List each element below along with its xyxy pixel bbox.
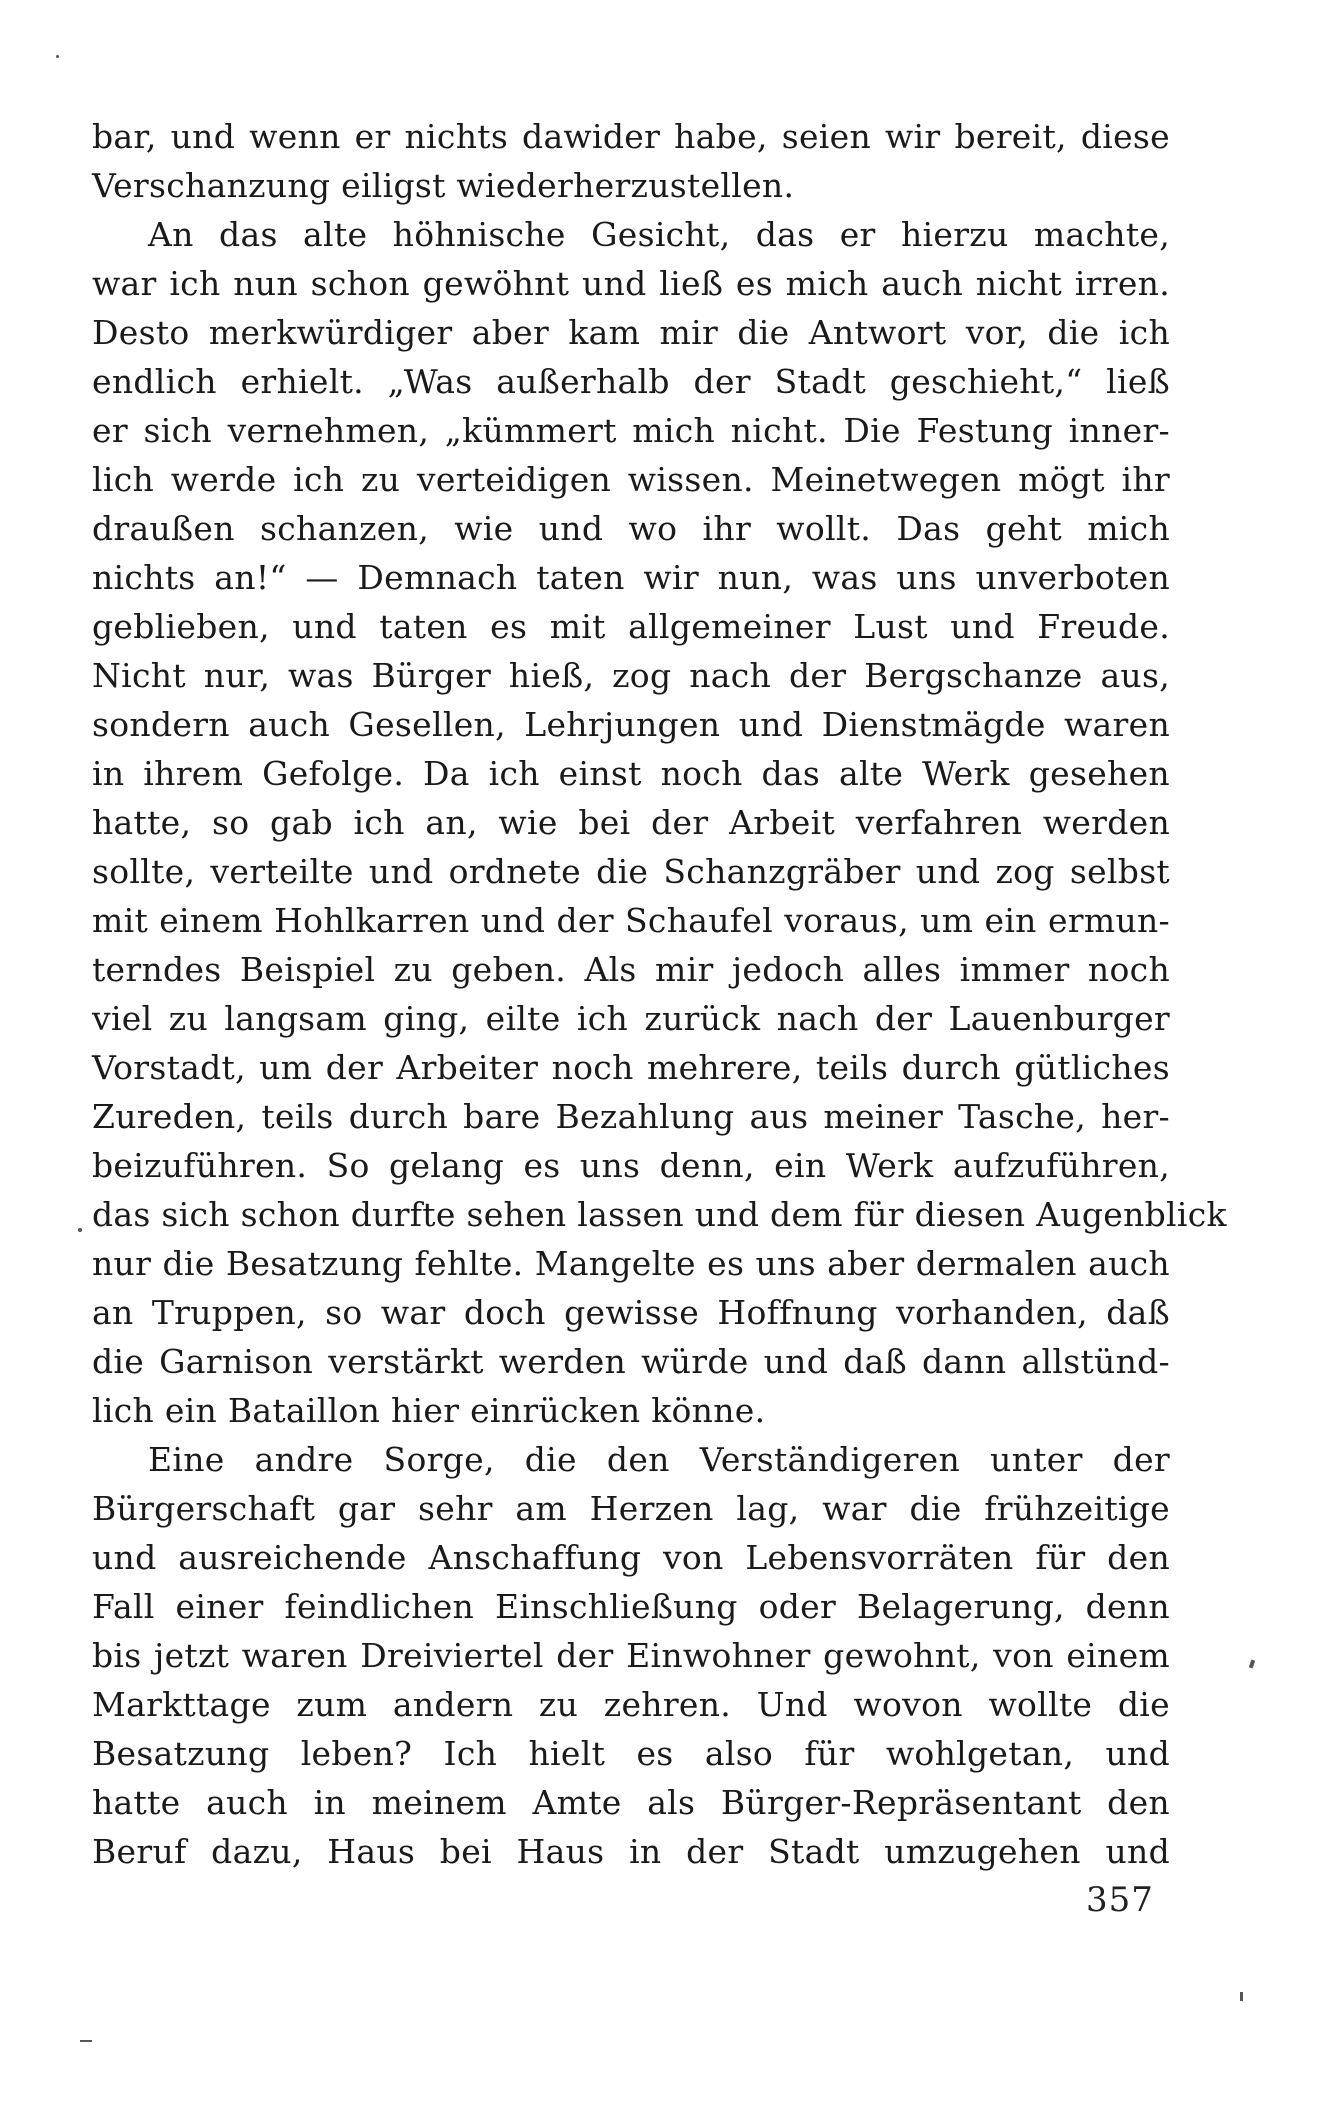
text-line: er sich vernehmen, „kümmert mich nicht. Die Festung inner- [92, 411, 1170, 450]
scan-speck [80, 2040, 92, 2042]
text-line: lich ein Bataillon hier einrücken könne. [92, 1391, 766, 1430]
text-line: viel zu langsam ging, eilte ich zurück nach der Lauenburger [92, 999, 1170, 1038]
scan-speck [1240, 1992, 1243, 2001]
text-line: Besatzung leben? Ich hielt es also für wohlgetan, und [92, 1734, 1170, 1773]
text-line: Fall einer feindlichen Einschließung oder Belagerung, denn [92, 1587, 1170, 1626]
text-line: in ihrem Gefolge. Da ich einst noch das alte Werk gesehen [92, 754, 1170, 793]
text-line: terndes Beispiel zu geben. Als mir jedoch alles immer noch [92, 950, 1170, 989]
text-line: die Garnison verstärkt werden würde und daß dann allstünd- [92, 1342, 1170, 1381]
text-line: Zureden, teils durch bare Bezahlung aus meiner Tasche, her- [92, 1097, 1170, 1136]
text-line: bis jetzt waren Dreiviertel der Einwohner gewohnt, von einem [92, 1636, 1170, 1675]
scan-speck [56, 55, 59, 58]
text-line: bar, und wenn er nichts dawider habe, seien wir bereit, diese [92, 117, 1170, 156]
text-line: endlich erhielt. „Was außerhalb der Stadt geschieht,“ ließ [92, 362, 1170, 401]
text-line: mit einem Hohlkarren und der Schaufel voraus, um ein ermun- [92, 901, 1170, 940]
text-line: Desto merkwürdiger aber kam mir die Antwort vor, die ich [92, 313, 1170, 352]
text-line: Beruf dazu, Haus bei Haus in der Stadt umzugehen und [92, 1832, 1170, 1871]
text-line: An das alte höhnische Gesicht, das er hierzu machte, [148, 215, 1170, 254]
text-line: Markttage zum andern zu zehren. Und wovon wollte die [92, 1685, 1170, 1724]
text-line: sondern auch Gesellen, Lehrjungen und Dienstmägde waren [92, 705, 1170, 744]
text-line: an Truppen, so war doch gewisse Hoffnung vorhanden, daß [92, 1293, 1170, 1332]
text-line: geblieben, und taten es mit allgemeiner Lust und Freude. [92, 607, 1170, 646]
text-line: nur die Besatzung fehlte. Mangelte es uns aber dermalen auch [92, 1244, 1170, 1283]
text-line: Vorstadt, um der Arbeiter noch mehrere, teils durch gütliches [92, 1048, 1170, 1087]
text-line: und ausreichende Anschaffung von Lebensvorräten für den [92, 1538, 1170, 1577]
scan-speck [1249, 1660, 1255, 1669]
text-line: hatte auch in meinem Amte als Bürger-Repräsentant den [92, 1783, 1170, 1822]
text-line: Eine andre Sorge, die den Verständigeren unter der [148, 1440, 1170, 1479]
text-line: nichts an!“ — Demnach taten wir nun, was uns unverboten [92, 558, 1170, 597]
text-line: hatte, so gab ich an, wie bei der Arbeit verfahren werden [92, 803, 1170, 842]
scan-speck [78, 1228, 82, 1232]
text-line: Bürgerschaft gar sehr am Herzen lag, war die frühzeitige [92, 1489, 1170, 1528]
text-line: beizuführen. So gelang es uns denn, ein Werk aufzuführen, [92, 1146, 1170, 1185]
text-line: lich werde ich zu verteidigen wissen. Meinetwegen mögt ihr [92, 460, 1170, 499]
page-number: 357 [1086, 1880, 1154, 1920]
text-line: Verschanzung eiligst wiederherzustellen. [92, 166, 795, 205]
text-line: war ich nun schon gewöhnt und ließ es mich auch nicht irren. [92, 264, 1170, 303]
text-line: Nicht nur, was Bürger hieß, zog nach der Bergschanze aus, [92, 656, 1170, 695]
body-text [92, 112, 1227, 1876]
text-line: draußen schanzen, wie und wo ihr wollt. Das geht mich [92, 509, 1170, 548]
text-line: das sich schon durfte sehen lassen und dem für diesen Augenblick [92, 1195, 1227, 1234]
text-line: sollte, verteilte und ordnete die Schanzgräber und zog selbst [92, 852, 1170, 891]
